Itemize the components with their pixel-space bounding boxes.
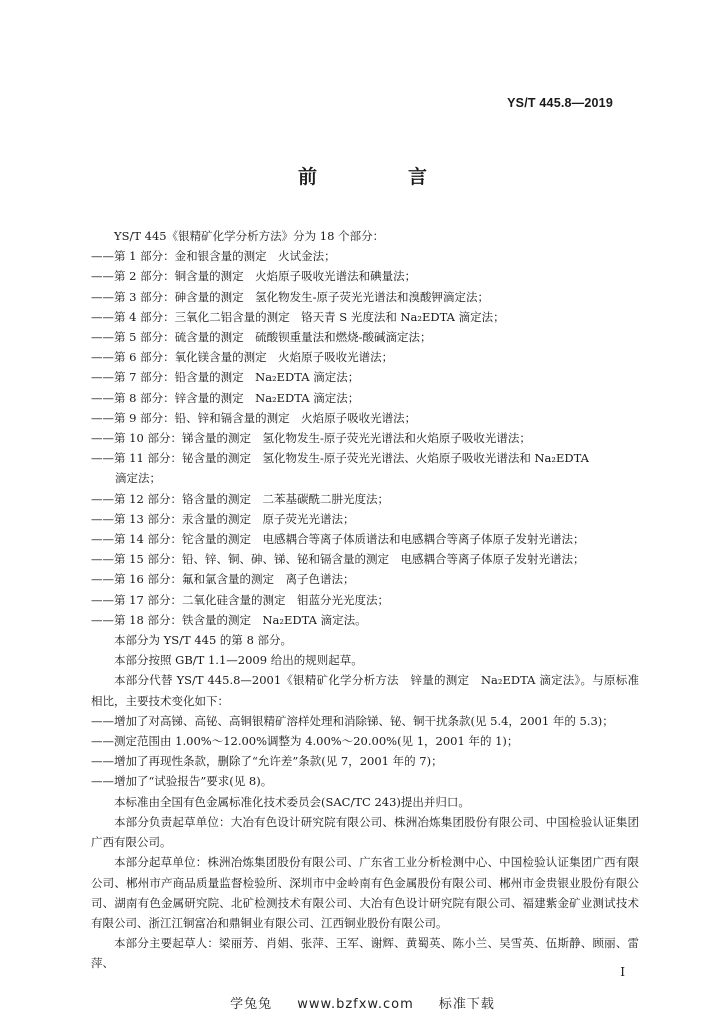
part-item-13: ——第 13 部分：汞含量的测定 原子荧光光谱法； bbox=[91, 511, 355, 526]
part-item-1: ——第 1 部分：金和银含量的测定 火试金法； bbox=[91, 249, 336, 264]
part-item-15: ——第 15 部分：铅、锌、铜、砷、锑、铋和镉含量的测定 电感耦合等离子体原子发射光谱法； bbox=[91, 552, 585, 567]
preface-body bbox=[91, 226, 639, 974]
footer-site-name: 学兔兔 bbox=[230, 997, 273, 1012]
change-item-2: ——测定范围由 1.00%～12.00%调整为 4.00%～20.00%(见 1，2001 年的 1)； bbox=[91, 734, 519, 749]
part-item-14: ——第 14 部分：铊含量的测定 电感耦合等离子体质谱法和电感耦合等离子体原子发射光谱法； bbox=[91, 532, 585, 547]
page-number: I bbox=[620, 965, 625, 979]
paragraph-drafting-rules: 本部分按照 GB/T 1.1—2009 给出的规则起草。 bbox=[114, 653, 363, 668]
change-item-4: ——增加了“试验报告”要求(见 8)。 bbox=[91, 774, 273, 789]
page-title: 前 言 bbox=[297, 166, 463, 188]
footer-watermark bbox=[0, 993, 725, 1012]
part-item-5: ——第 5 部分：硫含量的测定 硫酸钡重量法和燃烧-酸碱滴定法； bbox=[91, 330, 432, 345]
paragraph-part-number: 本部分为 YS/T 445 的第 8 部分。 bbox=[114, 633, 293, 648]
standard-code: YS/T 445.8—2019 bbox=[507, 96, 613, 110]
part-item-9: ——第 9 部分：铅、锌和镉含量的测定 火焰原子吸收光谱法； bbox=[91, 410, 417, 425]
part-item-12: ——第 12 部分：铬含量的测定 二苯基碳酰二肼光度法； bbox=[91, 491, 389, 506]
part-item-17: ——第 17 部分：二氧化硅含量的测定 钼蓝分光光度法； bbox=[91, 592, 389, 607]
paragraph-proposer: 本标准由全国有色金属标准化技术委员会(SAC/TC 243)提出并归口。 bbox=[114, 794, 470, 809]
part-item-2: ——第 2 部分：铜含量的测定 火焰原子吸收光谱法和碘量法； bbox=[91, 269, 417, 284]
part-item-8: ——第 8 部分：锌含量的测定 Na₂EDTA 滴定法； bbox=[91, 390, 360, 405]
intro-line: YS/T 445《银精矿化学分析方法》分为 18 个部分： bbox=[114, 229, 385, 243]
footer-tagline: 标准下载 bbox=[438, 997, 495, 1012]
part-item-11: ——第 11 部分：铋含量的测定 氢化物发生-原子荧光光谱法、火焰原子吸收光谱法和 Na₂EDTA bbox=[91, 451, 589, 466]
part-item-7: ——第 7 部分：铅含量的测定 Na₂EDTA 滴定法； bbox=[91, 370, 360, 385]
paragraph-drafters: 本部分主要起草人：梁丽芳、肖娟、张萍、王军、谢辉、黄蜀英、陈小兰、吴雪英、伍斯静、顾丽、雷萍、 bbox=[91, 936, 639, 971]
part-item-18: ——第 18 部分：铁含量的测定 Na₂EDTA 滴定法。 bbox=[91, 612, 367, 627]
paragraph-replaces: 本部分代替 YS/T 445.8—2001《银精矿化学分析方法 锌量的测定 Na₂EDTA 滴定法》。与原标准相比，主要技术变化如下： bbox=[91, 673, 639, 708]
part-item-3: ——第 3 部分：砷含量的测定 氢化物发生-原子荧光光谱法和溴酸钾滴定法； bbox=[91, 289, 490, 304]
part-item-10: ——第 10 部分：锑含量的测定 氢化物发生-原子荧光光谱法和火焰原子吸收光谱法； bbox=[91, 431, 531, 446]
part-item-11-continuation: 滴定法； bbox=[115, 471, 161, 486]
part-item-6: ——第 6 部分：氧化镁含量的测定 火焰原子吸收光谱法； bbox=[91, 350, 394, 365]
paragraph-responsible-units: 本部分负责起草单位：大冶有色设计研究院有限公司、株洲冶炼集团股份有限公司、中国检验认证集团广西有限公司。 bbox=[91, 814, 639, 850]
footer-url[interactable]: www.bzfxw.com bbox=[297, 997, 414, 1012]
paragraph-drafting-units: 本部分起草单位：株洲冶炼集团股份有限公司、广东省工业分析检测中心、中国检验认证集团广西有限公司、郴州市产商品质量监督检验所、深圳市中金岭南有色金属股份有限公司、郴州市金贵银业股份有限公司、湖南有色金属研究院、北矿检测技术有限公司、大冶有色设计研究院有限公司、福建紫金矿业测试技术有限公司、浙江江铜富冶和鼎铜业有限公司、江西铜业股份有限公司。 bbox=[91, 855, 639, 930]
part-item-16: ——第 16 部分：氟和氯含量的测定 离子色谱法； bbox=[91, 572, 355, 587]
change-item-3: ——增加了再现性条款，删除了“允许差”条款(见 7，2001 年的 7)； bbox=[91, 754, 443, 769]
part-item-4: ——第 4 部分：三氧化二铝含量的测定 铬天青 S 光度法和 Na₂EDTA 滴定法； bbox=[91, 309, 505, 324]
change-item-1: ——增加了对高锑、高铋、高铜银精矿溶样处理和消除锑、铋、铜干扰条款(见 5.4，2001 年的 5.3)； bbox=[91, 713, 614, 728]
